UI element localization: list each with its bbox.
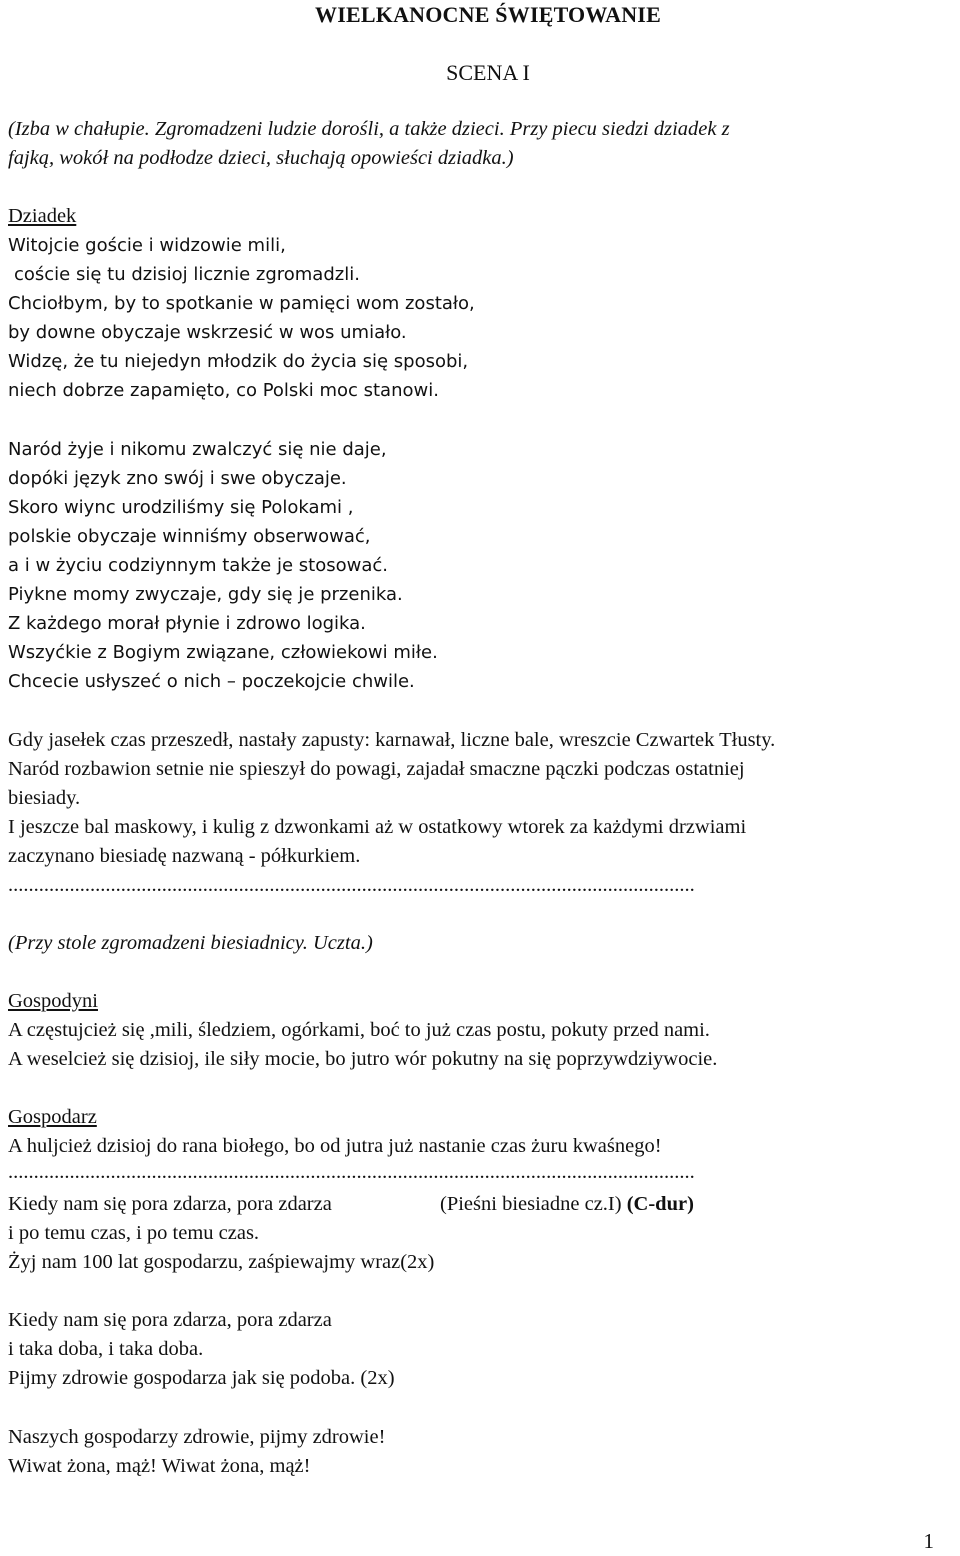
verse-line: coście się tu dzisioj licznie zgromadzli. xyxy=(14,264,360,285)
song-line: Kiedy nam się pora zdarza, pora zdarza xyxy=(8,1193,332,1215)
song-line: Kiedy nam się pora zdarza, pora zdarza xyxy=(8,1309,332,1331)
speaker-gospodarz xyxy=(8,1103,952,1183)
song-line: Pijmy zdrowie gospodarza jak się podoba. (2x) xyxy=(8,1367,395,1389)
verse-line: Piykne momy zwyczaje, gdy się je przenika. xyxy=(8,584,403,605)
verse-line: Witojcie goście i widzowie mili, xyxy=(8,235,286,256)
stage-direction-line: (Izba w chałupie. Zgromadzeni ludzie dorośli, a także dzieci. Przy piecu siedzi dziadek z xyxy=(8,118,730,140)
separator-dots: ...................................................................................................................................... xyxy=(8,1161,695,1183)
song-verse-2 xyxy=(8,1306,952,1393)
song-line: i po temu czas, i po temu czas. xyxy=(8,1222,260,1244)
verse-line: dopóki język zno swój i swe obyczaje. xyxy=(8,468,347,489)
narration-line: zaczynano biesiadę nazwaną - półkurkiem. xyxy=(8,845,361,867)
song-line: i taka doba, i taka doba. xyxy=(8,1338,204,1360)
speaker-name: Dziadek xyxy=(8,205,77,227)
verse-line: Widzę, że tu niejedyn młodzik do życia się sposobi, xyxy=(8,351,469,372)
verse-line: niech dobrze zapamięto, co Polski moc stanowi. xyxy=(8,380,439,401)
song-collection: (Pieśni biesiadne cz.I) xyxy=(440,1193,622,1215)
song-verse-3 xyxy=(8,1423,952,1481)
verse-line: by downe obyczaje wskrzesić w wos umiało. xyxy=(8,322,407,343)
stage-direction-feast xyxy=(8,929,952,958)
speaker-name: Gospodyni xyxy=(8,990,98,1012)
stage-direction-line: (Przy stole zgromadzeni biesiadnicy. Uczta.) xyxy=(8,932,373,954)
page-number: 1 xyxy=(923,1529,934,1553)
song-line: Żyj nam 100 lat gospodarzu, zaśpiewajmy wraz(2x) xyxy=(8,1251,435,1273)
dialogue-line: A huljcież dzisioj do rana biołego, bo od jutra już nastanie czas żuru kwaśnego! xyxy=(8,1135,662,1157)
narration-line: Gdy jasełek czas przeszedł, nastały zapusty: karnawał, liczne bale, wreszcie Czwartek Tłusty. xyxy=(8,729,776,751)
narration-line: I jeszcze bal maskowy, i kulig z dzwonkami aż w ostatkowy wtorek za każdymi drzwiami xyxy=(8,816,747,838)
verse-line: a i w życiu codziynnym także je stosować. xyxy=(8,555,388,576)
song-line-with-note xyxy=(8,1190,952,1219)
narration-line: Naród rozbawion setnie nie spieszył do powagi, zajadał smaczne pączki podczas ostatniej xyxy=(8,758,745,780)
speaker-name: Gospodarz xyxy=(8,1106,97,1128)
song-key: (C-dur) xyxy=(626,1193,694,1215)
stage-direction-intro xyxy=(8,115,952,173)
dziadek-verse-1 xyxy=(8,231,952,405)
song-line: Naszych gospodarzy zdrowie, pijmy zdrowie! xyxy=(8,1426,386,1448)
speaker-gospodyni xyxy=(8,987,952,1074)
song-block xyxy=(8,1190,952,1277)
separator-dots: ...................................................................................................................................... xyxy=(8,874,695,896)
dziadek-verse-2 xyxy=(8,435,952,696)
scene-heading: SCENA I xyxy=(446,60,530,85)
narration-line: biesiady. xyxy=(8,787,81,809)
document-title: WIELKANOCNE ŚWIĘTOWANIE xyxy=(315,2,661,27)
dialogue-line: A weselcież się dzisioj, ile siły mocie, bo jutro wór pokutny na się poprzywdziywocie. xyxy=(8,1048,718,1070)
verse-line: Skoro wiync urodziliśmy się Polokami , xyxy=(8,497,354,518)
verse-line: Naród żyje i nikomu zwalczyć się nie daje, xyxy=(8,439,387,460)
stage-direction-line: fajką, wokół na podłodze dzieci, słuchają opowieści dziadka.) xyxy=(8,147,514,169)
song-line: Wiwat żona, mąż! Wiwat żona, mąż! xyxy=(8,1455,311,1477)
dialogue-line: A częstujcież się ,mili, śledziem, ogórkami, boć to już czas postu, pokuty przed nami. xyxy=(8,1019,710,1041)
verse-line: Chcecie usłyszeć o nich – poczekojcie chwile. xyxy=(8,671,415,692)
narration-paragraph xyxy=(8,726,952,900)
verse-line: Wszyćkie z Bogiym związane, człowiekowi miłe. xyxy=(8,642,438,663)
verse-line: Chciołbym, by to spotkanie w pamięci wom zostało, xyxy=(8,293,475,314)
verse-line: Z każdego morał płynie i zdrowo logika. xyxy=(8,613,366,634)
verse-line: polskie obyczaje winniśmy obserwować, xyxy=(8,526,371,547)
speaker-dziadek xyxy=(8,202,952,231)
song-source-note xyxy=(440,1190,694,1219)
